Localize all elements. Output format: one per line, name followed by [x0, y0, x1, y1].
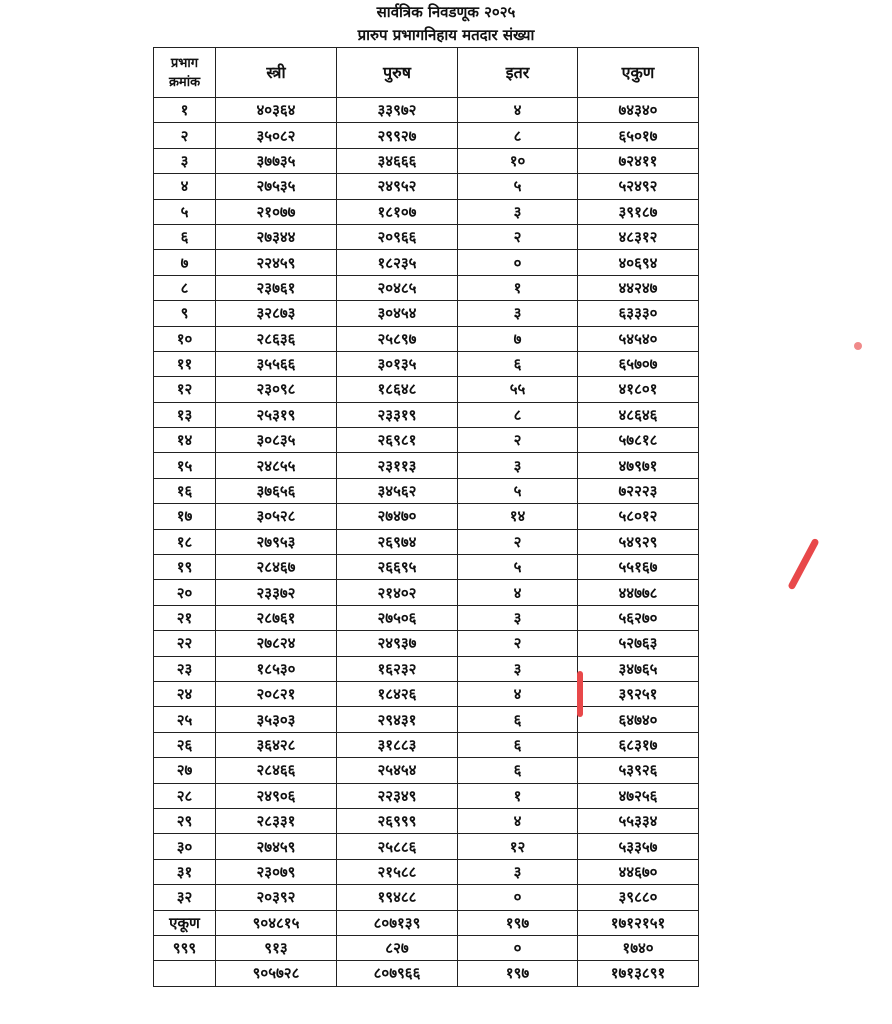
cell-itar: ६	[458, 707, 578, 732]
cell-ekun: ४८३१२	[578, 224, 699, 249]
cell-purush: १८१०७	[337, 199, 458, 224]
cell-ekun: ५७८१८	[578, 428, 699, 453]
cell-itar: ३	[458, 301, 578, 326]
cell-stri: ३७७३५	[216, 148, 337, 173]
cell-stri: २३३७२	[216, 580, 337, 605]
cell-ekun: ७४३४०	[578, 98, 699, 123]
table-row	[154, 580, 699, 605]
table-row	[154, 681, 699, 706]
cell-stri: २३०७९	[216, 859, 337, 884]
cell-ekun: ५२४९२	[578, 174, 699, 199]
total-row	[154, 910, 699, 935]
cell-prabhag: १५	[154, 453, 216, 478]
cell-stri: ३६४२८	[216, 732, 337, 757]
document-subtitle: प्रारुप प्रभागनिहाय मतदार संख्या	[357, 26, 535, 44]
red-marker-slash	[787, 538, 819, 591]
cell-stri: ९०५७२८	[216, 961, 337, 986]
cell-ekun: ५२७६३	[578, 631, 699, 656]
table-row	[154, 250, 699, 275]
cell-itar: ४	[458, 808, 578, 833]
cell-itar: २	[458, 631, 578, 656]
cell-prabhag: १८	[154, 529, 216, 554]
table-row	[154, 351, 699, 376]
cell-prabhag: ६	[154, 224, 216, 249]
cell-stri: २०८२१	[216, 681, 337, 706]
table-header-row	[154, 48, 699, 98]
table-row	[154, 453, 699, 478]
cell-purush: ३१८८३	[337, 732, 458, 757]
cell-itar: १२	[458, 834, 578, 859]
cell-ekun: १७४०	[578, 935, 699, 960]
header-itar: इतर	[458, 48, 578, 98]
table-row	[154, 377, 699, 402]
cell-prabhag: एकूण	[154, 910, 216, 935]
cell-prabhag: १०	[154, 326, 216, 351]
cell-itar: १	[458, 275, 578, 300]
cell-purush: २७४७०	[337, 504, 458, 529]
cell-prabhag: २९	[154, 808, 216, 833]
cell-itar: ५	[458, 174, 578, 199]
cell-stri: ३०५२८	[216, 504, 337, 529]
table-row	[154, 174, 699, 199]
cell-stri: १८५३०	[216, 656, 337, 681]
cell-prabhag: ४	[154, 174, 216, 199]
cell-stri: ३५३०३	[216, 707, 337, 732]
cell-prabhag: २०	[154, 580, 216, 605]
cell-itar: ५५	[458, 377, 578, 402]
cell-itar: ०	[458, 885, 578, 910]
cell-prabhag: १	[154, 98, 216, 123]
cell-ekun: ६५७०७	[578, 351, 699, 376]
cell-purush: २१४०२	[337, 580, 458, 605]
cell-stri: २८७६१	[216, 605, 337, 630]
cell-stri: २३७६१	[216, 275, 337, 300]
cell-itar: ३	[458, 199, 578, 224]
cell-purush: २०४८५	[337, 275, 458, 300]
cell-purush: २५८९७	[337, 326, 458, 351]
cell-stri: २२४५९	[216, 250, 337, 275]
cell-ekun: ४४२४७	[578, 275, 699, 300]
cell-purush: १६२३२	[337, 656, 458, 681]
cell-prabhag: २७	[154, 758, 216, 783]
cell-itar: २	[458, 224, 578, 249]
table-row	[154, 301, 699, 326]
cell-prabhag: ११	[154, 351, 216, 376]
cell-purush: ८०७१३९	[337, 910, 458, 935]
table-row	[154, 148, 699, 173]
cell-prabhag: ७	[154, 250, 216, 275]
table-row	[154, 732, 699, 757]
cell-stri: ४०३६४	[216, 98, 337, 123]
cell-purush: १८२३५	[337, 250, 458, 275]
cell-ekun: ७२२२३	[578, 478, 699, 503]
cell-purush: ३३९७२	[337, 98, 458, 123]
cell-ekun: ४७९७१	[578, 453, 699, 478]
table-row	[154, 199, 699, 224]
cell-stri: २१०७७	[216, 199, 337, 224]
cell-itar: ५	[458, 555, 578, 580]
cell-prabhag: ३१	[154, 859, 216, 884]
cell-purush: २५८८६	[337, 834, 458, 859]
cell-itar: ८	[458, 123, 578, 148]
cell-itar: ५	[458, 478, 578, 503]
table-row	[154, 529, 699, 554]
cell-purush: २९४३१	[337, 707, 458, 732]
header-purush: पुरुष	[337, 48, 458, 98]
cell-prabhag: १३	[154, 402, 216, 427]
cell-ekun: ५४५४०	[578, 326, 699, 351]
cell-itar: ६	[458, 758, 578, 783]
table-row	[154, 656, 699, 681]
cell-itar: १	[458, 783, 578, 808]
cell-itar: १०	[458, 148, 578, 173]
cell-itar: ८	[458, 402, 578, 427]
red-marker-stroke	[577, 671, 583, 717]
cell-purush: २६९७४	[337, 529, 458, 554]
cell-itar: २	[458, 428, 578, 453]
cell-stri: २८३३१	[216, 808, 337, 833]
grand-total-row	[154, 961, 699, 986]
cell-purush: १८६४८	[337, 377, 458, 402]
cell-ekun: ३४७६५	[578, 656, 699, 681]
table-row	[154, 98, 699, 123]
cell-prabhag: २८	[154, 783, 216, 808]
cell-purush: २३३१९	[337, 402, 458, 427]
cell-ekun: ५३३५७	[578, 834, 699, 859]
cell-prabhag: २६	[154, 732, 216, 757]
cell-purush: २०९६६	[337, 224, 458, 249]
header-ekun: एकुण	[578, 48, 699, 98]
cell-prabhag: २३	[154, 656, 216, 681]
cell-purush: ३०१३५	[337, 351, 458, 376]
red-dot	[854, 342, 862, 350]
cell-ekun: ५४९२९	[578, 529, 699, 554]
cell-ekun: ४८६४६	[578, 402, 699, 427]
cell-purush: २६९९९	[337, 808, 458, 833]
cell-stri: २७३४४	[216, 224, 337, 249]
header-prabhag-kramank	[154, 48, 216, 98]
header-prabhag-line2: क्रमांक	[168, 74, 201, 90]
header-prabhag-line1: प्रभाग	[170, 55, 199, 71]
cell-stri: २७५३५	[216, 174, 337, 199]
cell-stri: ९१३	[216, 935, 337, 960]
cell-prabhag: ९९९	[154, 935, 216, 960]
cell-purush: २९९२७	[337, 123, 458, 148]
cell-prabhag: १२	[154, 377, 216, 402]
cell-purush: २७५०६	[337, 605, 458, 630]
cell-ekun: ६३३३०	[578, 301, 699, 326]
cell-purush: २४९३७	[337, 631, 458, 656]
extra-row	[154, 935, 699, 960]
cell-stri: २८६३६	[216, 326, 337, 351]
cell-ekun: १७१३८९१	[578, 961, 699, 986]
cell-itar: २	[458, 529, 578, 554]
cell-ekun: ४४७७८	[578, 580, 699, 605]
cell-stri: ३५५६६	[216, 351, 337, 376]
cell-ekun: १७१२१५१	[578, 910, 699, 935]
table-row	[154, 428, 699, 453]
cell-purush: १९४८८	[337, 885, 458, 910]
table-row	[154, 859, 699, 884]
cell-stri: २०३९२	[216, 885, 337, 910]
cell-stri: २८४६७	[216, 555, 337, 580]
table-row	[154, 504, 699, 529]
cell-stri: २७९५३	[216, 529, 337, 554]
cell-purush: ३०४५४	[337, 301, 458, 326]
header-stri: स्त्री	[216, 48, 337, 98]
cell-ekun: ५८०१२	[578, 504, 699, 529]
cell-ekun: ५५३३४	[578, 808, 699, 833]
cell-itar: १९७	[458, 961, 578, 986]
cell-purush: २६६९५	[337, 555, 458, 580]
cell-stri: ३५०८२	[216, 123, 337, 148]
cell-prabhag: ३०	[154, 834, 216, 859]
cell-itar: ६	[458, 351, 578, 376]
cell-prabhag: ३	[154, 148, 216, 173]
cell-stri: २५३१९	[216, 402, 337, 427]
table-row	[154, 631, 699, 656]
cell-ekun: ६४७४०	[578, 707, 699, 732]
cell-purush: ८०७९६६	[337, 961, 458, 986]
cell-itar: १४	[458, 504, 578, 529]
cell-stri: ९०४८१५	[216, 910, 337, 935]
cell-purush: २१५८८	[337, 859, 458, 884]
cell-stri: २४८५५	[216, 453, 337, 478]
cell-prabhag: ५	[154, 199, 216, 224]
cell-itar: ६	[458, 732, 578, 757]
table-row	[154, 707, 699, 732]
table-row	[154, 605, 699, 630]
cell-purush: २४९५२	[337, 174, 458, 199]
table-row	[154, 478, 699, 503]
cell-ekun: ३९२५१	[578, 681, 699, 706]
cell-prabhag: ८	[154, 275, 216, 300]
document-title: सार्वत्रिक निवडणूक २०२५	[376, 3, 516, 21]
cell-stri: २८४६६	[216, 758, 337, 783]
cell-itar: १९७	[458, 910, 578, 935]
cell-itar: ३	[458, 453, 578, 478]
table-row	[154, 555, 699, 580]
table-row	[154, 326, 699, 351]
cell-prabhag: १६	[154, 478, 216, 503]
table-row	[154, 808, 699, 833]
cell-prabhag: १४	[154, 428, 216, 453]
table-row	[154, 885, 699, 910]
voter-count-table	[153, 47, 699, 987]
cell-stri: २३०९८	[216, 377, 337, 402]
cell-ekun: ४१८०१	[578, 377, 699, 402]
cell-stri: ३०८३५	[216, 428, 337, 453]
cell-ekun: ४७२५६	[578, 783, 699, 808]
cell-ekun: ५५१६७	[578, 555, 699, 580]
cell-itar: ४	[458, 681, 578, 706]
cell-stri: ३७६५६	[216, 478, 337, 503]
cell-itar: ०	[458, 935, 578, 960]
table-row	[154, 783, 699, 808]
cell-ekun: ५३९२६	[578, 758, 699, 783]
cell-ekun: ३९८८०	[578, 885, 699, 910]
table-row	[154, 834, 699, 859]
cell-ekun: ४४६७०	[578, 859, 699, 884]
cell-ekun: ३९१८७	[578, 199, 699, 224]
cell-prabhag: २४	[154, 681, 216, 706]
cell-stri: २७८२४	[216, 631, 337, 656]
cell-prabhag: २	[154, 123, 216, 148]
cell-prabhag: २५	[154, 707, 216, 732]
cell-prabhag: ३२	[154, 885, 216, 910]
cell-purush: ३४५६२	[337, 478, 458, 503]
cell-ekun: ७२४११	[578, 148, 699, 173]
cell-prabhag: २२	[154, 631, 216, 656]
cell-stri: २७४५९	[216, 834, 337, 859]
cell-ekun: ५६२७०	[578, 605, 699, 630]
cell-ekun: ४०६९४	[578, 250, 699, 275]
cell-purush: २५४५४	[337, 758, 458, 783]
cell-itar: ३	[458, 605, 578, 630]
table-row	[154, 402, 699, 427]
cell-purush: ८२७	[337, 935, 458, 960]
cell-itar: ७	[458, 326, 578, 351]
cell-purush: ३४६६६	[337, 148, 458, 173]
table-row	[154, 123, 699, 148]
cell-purush: २२३४९	[337, 783, 458, 808]
cell-itar: ०	[458, 250, 578, 275]
cell-purush: २६९८१	[337, 428, 458, 453]
cell-purush: १८४२६	[337, 681, 458, 706]
cell-itar: ४	[458, 98, 578, 123]
cell-itar: ३	[458, 656, 578, 681]
cell-ekun: ६८३१७	[578, 732, 699, 757]
cell-itar: ४	[458, 580, 578, 605]
cell-ekun: ६५०१७	[578, 123, 699, 148]
cell-prabhag: १७	[154, 504, 216, 529]
cell-itar: ३	[458, 859, 578, 884]
cell-stri: २४९०६	[216, 783, 337, 808]
table-row	[154, 758, 699, 783]
cell-prabhag: १९	[154, 555, 216, 580]
cell-prabhag	[154, 961, 216, 986]
cell-prabhag: २१	[154, 605, 216, 630]
table-row	[154, 275, 699, 300]
cell-stri: ३२८७३	[216, 301, 337, 326]
cell-prabhag: ९	[154, 301, 216, 326]
table-row	[154, 224, 699, 249]
cell-purush: २३११३	[337, 453, 458, 478]
